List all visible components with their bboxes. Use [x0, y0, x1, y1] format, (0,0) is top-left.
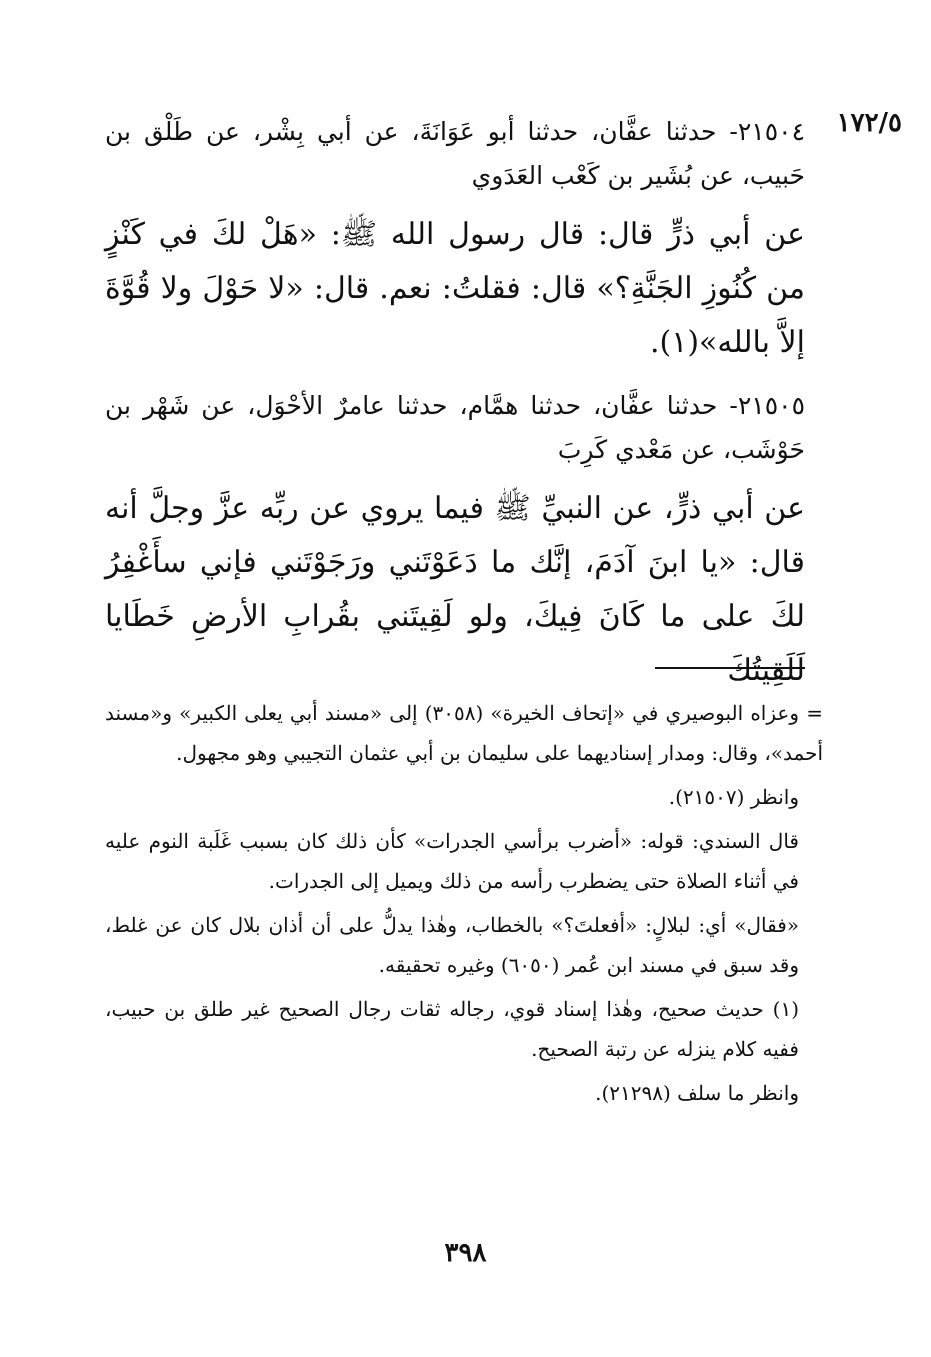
footnote-line: وعزاه البوصيري في «إتحاف الخيرة» (٣٠٥٨) إلى «مسند أبي يعلى الكبير» و«مسند أحمد»، وقال: ومدار إسناديهما على سليمان بن أبي عثمان التجيبي وهو مجهول. — [105, 701, 823, 765]
page-number: ٣٩٨ — [444, 1238, 487, 1268]
hadith-21504-matn: عن أبي ذرٍّ قال: قال رسول الله ﷺ: «هَلْ لكَ في كَنْزٍ من كُنُوزِ الجَنَّةِ؟» قال: فقلتُ: نعم. قال: «لا حَوْلَ ولا قُوَّةَ إلاَّ بالله»(١). — [105, 217, 805, 360]
volume-page-reference: ١٧٢/٥ — [836, 108, 902, 138]
footnote-1: (١) حديث صحيح، وهٰذا إسناد قوي، رجاله ثقات رجال الصحيح غير طلق بن حبيب، ففيه كلام ينزله عن رتبة الصحيح. — [105, 997, 799, 1061]
hadith-21505-isnad: ٢١٥٠٥- حدثنا عفَّان، حدثنا همَّام، حدثنا عامرٌ الأحْوَل، عن شَهْر بن حَوْشَب، عن مَعْدي كَرِبَ — [105, 391, 805, 464]
footnote-separator — [655, 667, 805, 669]
footnote-line: قال السندي: قوله: «أضرب برأسي الجدرات» كأن ذلك كان بسبب غَلَبة النوم عليه في أثناء الصلاة حتى يضطرب رأسه من ذلك ويميل إلى الجدرات. — [105, 829, 799, 893]
footnote-line: وانظر ما سلف (٢١٢٩٨). — [595, 1081, 799, 1105]
footnote-line: وانظر (٢١٥٠٧). — [668, 785, 799, 809]
footnote-line: «فقال» أي: لبلالٍ: «أفعلتَ؟» بالخطاب، وهٰذا يدلُّ على أن أذان بلال كان عن غلط، وقد سبق في مسند ابن عُمر (٦٠٥٠) وغيره تحقيقه. — [105, 913, 799, 977]
continuation-mark: = — [806, 701, 823, 725]
hadith-21504-isnad: ٢١٥٠٤- حدثنا عفَّان، حدثنا أبو عَوَانَةَ، عن أبي بِشْر، عن طَلْق بن حَبيب، عن بُشَير بن كَعْب العَدَوي — [105, 117, 805, 190]
footnotes — [105, 693, 823, 1117]
footnote-continuation — [105, 693, 823, 773]
hadith-21505-matn: عن أبي ذرٍّ، عن النبيِّ ﷺ فيما يروي عن ربِّه عزَّ وجلَّ أنه قال: «يا ابنَ آدَمَ، إنَّك ما دَعَوْتَني ورَجَوْتَني فإني سأَغْفِرُ لكَ على ما كَانَ فِيكَ، ولو لَقِيتَني بقُرابِ الأرضِ خَطَايا لَلَقِيتُكَ — [105, 491, 805, 688]
